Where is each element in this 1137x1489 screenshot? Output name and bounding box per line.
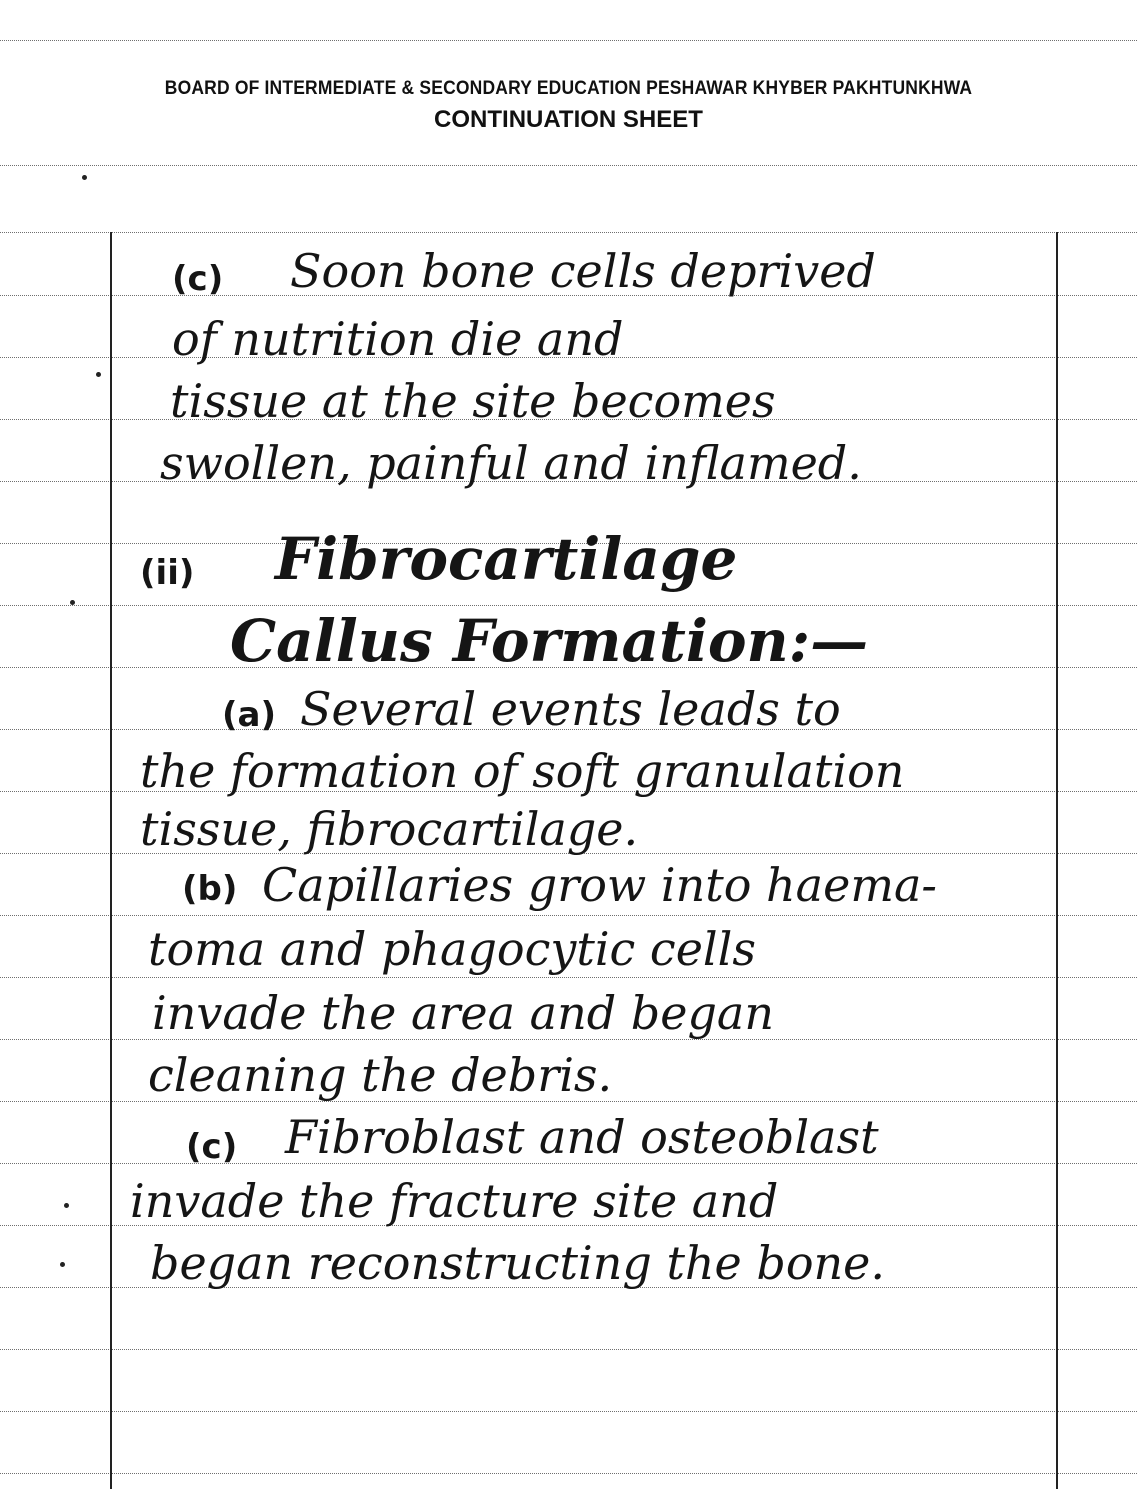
ruled-line bbox=[0, 605, 1137, 606]
scan-speck bbox=[82, 175, 87, 180]
ruled-line bbox=[0, 1411, 1137, 1412]
point-b-label: (b) bbox=[182, 869, 238, 909]
scan-speck bbox=[60, 1262, 65, 1267]
handwritten-line: swollen, painful and inflamed. bbox=[160, 436, 862, 490]
scan-speck bbox=[64, 1203, 69, 1208]
handwritten-line: Capillaries grow into haema- bbox=[262, 858, 937, 912]
ruled-line bbox=[0, 165, 1137, 166]
handwritten-line: cleaning the debris. bbox=[148, 1048, 613, 1102]
ruled-line bbox=[0, 977, 1137, 978]
ruled-line bbox=[0, 40, 1137, 41]
handwritten-line: invade the fracture site and bbox=[130, 1174, 779, 1228]
handwritten-line: Fibroblast and osteoblast bbox=[285, 1110, 879, 1164]
section-heading: Callus Formation:— bbox=[230, 607, 869, 675]
scan-speck bbox=[96, 372, 101, 377]
point-a-label: (a) bbox=[222, 695, 277, 735]
section-heading: Fibrocartilage bbox=[275, 525, 738, 593]
handwritten-line: Soon bone cells deprived bbox=[290, 244, 876, 298]
right-margin-line bbox=[1056, 232, 1058, 1489]
sheet-title: CONTINUATION SHEET bbox=[434, 106, 703, 133]
ruled-line bbox=[0, 915, 1137, 916]
handwritten-line: tissue, fibrocartilage. bbox=[140, 802, 639, 856]
left-margin-line bbox=[110, 232, 112, 1489]
handwritten-line: the formation of soft granulation bbox=[140, 744, 905, 798]
ruled-line bbox=[0, 232, 1137, 233]
sheet-header bbox=[0, 78, 1137, 134]
section-number: (ii) bbox=[140, 553, 195, 593]
handwritten-line: toma and phagocytic cells bbox=[148, 922, 756, 976]
handwritten-line: tissue at the site becomes bbox=[170, 374, 776, 428]
handwritten-line: of nutrition die and bbox=[172, 312, 624, 366]
handwritten-line: invade the area and began bbox=[152, 986, 774, 1040]
point-c-label: (c) bbox=[172, 259, 224, 299]
ruled-line bbox=[0, 1473, 1137, 1474]
scan-speck bbox=[70, 600, 75, 605]
point-c-label: (c) bbox=[186, 1127, 238, 1167]
ruled-line bbox=[0, 1349, 1137, 1350]
handwritten-line: Several events leads to bbox=[300, 682, 841, 736]
board-title: BOARD OF INTERMEDIATE & SECONDARY EDUCATION PESHAWAR KHYBER PAKHTUNKHWA bbox=[164, 78, 973, 99]
handwritten-line: began reconstructing the bone. bbox=[150, 1236, 886, 1290]
